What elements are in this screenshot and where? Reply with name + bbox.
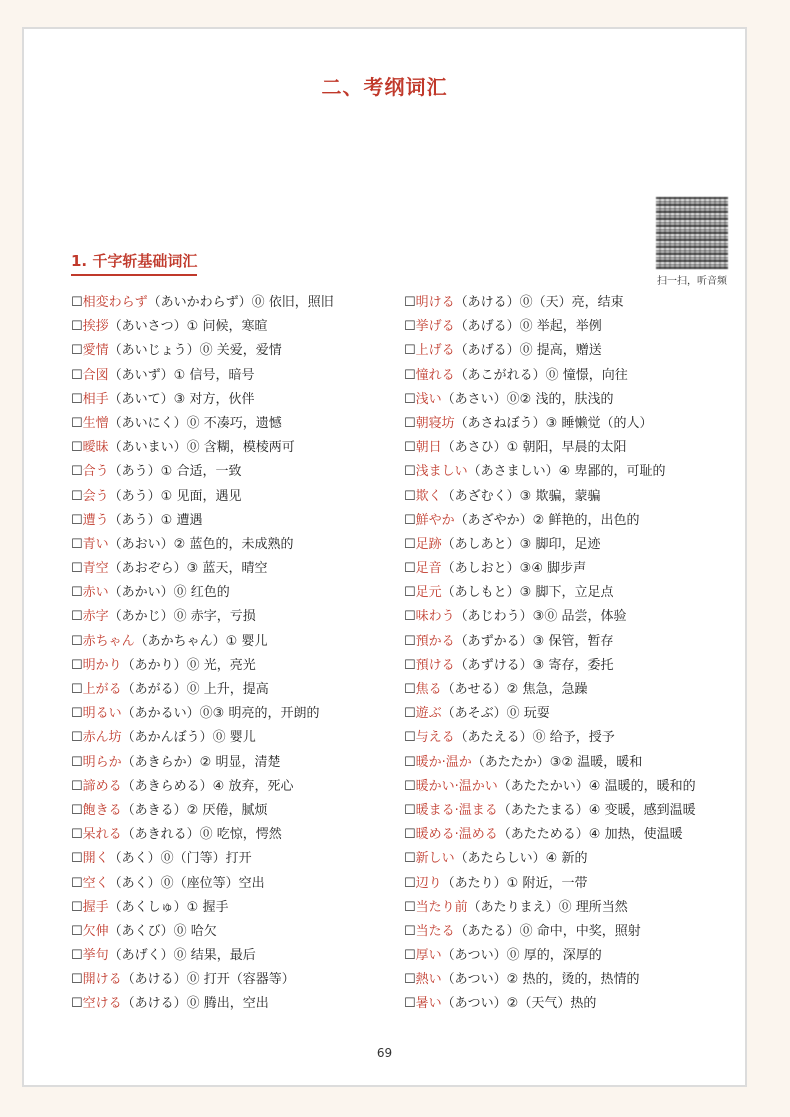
vocab-definition: （あかい）⓪ 红色的	[108, 585, 230, 601]
vocab-definition: （あたたかい）④ 温暖的，暖和的	[497, 778, 696, 794]
checkbox-icon[interactable]: ☐	[404, 682, 416, 697]
vocab-item	[71, 823, 401, 847]
vocab-definition: （あくび）⓪ 哈欠	[108, 923, 217, 939]
vocab-definition: （あげる）⓪ 举起，举例	[454, 319, 602, 335]
vocab-item	[71, 581, 401, 605]
vocab-item	[71, 388, 401, 412]
vocab-definition: （あつい）⓪ 厚的，深厚的	[441, 948, 602, 964]
checkbox-icon[interactable]: ☐	[404, 585, 416, 601]
vocab-definition: （あそぶ）⓪ 玩耍	[441, 706, 550, 722]
vocab-item	[404, 364, 739, 388]
checkbox-icon[interactable]: ☐	[404, 633, 416, 649]
vocab-definition: （あかんぼう）⓪ 婴儿	[121, 730, 256, 746]
checkbox-icon[interactable]: ☐	[404, 561, 416, 577]
vocab-word: 相手	[82, 391, 109, 407]
vocab-item	[404, 291, 739, 315]
checkbox-icon[interactable]: ☐	[404, 948, 416, 964]
checkbox-icon[interactable]: ☐	[71, 343, 83, 359]
checkbox-icon[interactable]: ☐	[404, 923, 416, 939]
vocab-word: 暖かい·温かい	[415, 778, 498, 794]
vocab-word: 諦める	[82, 778, 122, 794]
vocab-word: 挨拶	[82, 319, 109, 335]
checkbox-icon[interactable]: ☐	[71, 972, 83, 988]
vocab-item	[404, 726, 739, 750]
checkbox-icon[interactable]: ☐	[404, 464, 416, 480]
vocab-definition: （あげく）⓪ 结果，最后	[108, 948, 256, 964]
vocab-item	[404, 630, 739, 654]
vocab-definition: （あたためる）④ 加热，使温暖	[497, 827, 683, 843]
vocab-item	[71, 775, 401, 799]
vocab-word: 暑い	[415, 996, 442, 1012]
vocab-definition: （あずかる）③ 保管，暂存	[454, 633, 614, 649]
vocab-item	[404, 920, 739, 944]
vocab-word: 足跡	[415, 536, 442, 552]
vocab-word: 遭う	[82, 512, 109, 528]
vocab-word: 味わう	[415, 609, 455, 625]
vocab-definition: （あきる）② 厌倦，腻烦	[121, 802, 268, 818]
vocab-definition: （あくしゅ）① 握手	[108, 899, 229, 915]
vocab-word: 合図	[82, 367, 109, 383]
vocab-word: 開ける	[82, 972, 122, 988]
vocab-word: 預ける	[415, 657, 455, 673]
vocab-word: 憧れる	[415, 367, 455, 383]
vocab-definition: （あつい）② 热的，烫的，热情的	[441, 972, 640, 988]
vocab-definition: （あいにく）⓪ 不凑巧，遗憾	[108, 415, 282, 431]
vocab-item	[404, 509, 739, 533]
vocab-definition: （あたりまえ）⓪ 理所当然	[467, 899, 628, 915]
vocab-definition: （あせる）② 焦急，急躁	[441, 682, 588, 697]
vocab-word: 厚い	[415, 948, 442, 964]
vocab-column-left	[71, 291, 401, 1017]
page-number: 69	[376, 1046, 393, 1060]
vocab-word: 生憎	[82, 415, 109, 431]
vocab-word: 相変わらず	[82, 295, 148, 310]
checkbox-icon[interactable]: ☐	[404, 512, 416, 528]
checkbox-icon[interactable]: ☐	[71, 802, 83, 818]
vocab-item	[404, 460, 739, 484]
vocab-word: 空く	[82, 875, 109, 891]
vocab-word: 赤字	[82, 609, 109, 625]
section-heading: 1. 千字斩基础词汇	[71, 250, 197, 276]
vocab-item	[404, 412, 739, 436]
vocab-item	[71, 847, 401, 871]
vocab-item	[71, 630, 401, 654]
vocab-word: 浅ましい	[415, 464, 468, 480]
vocab-word: 欺く	[415, 488, 442, 504]
checkbox-icon[interactable]: ☐	[404, 343, 416, 359]
checkbox-icon[interactable]: ☐	[71, 585, 83, 601]
vocab-item	[71, 605, 401, 629]
checkbox-icon[interactable]: ☐	[404, 706, 416, 722]
checkbox-icon[interactable]: ☐	[71, 512, 83, 528]
vocab-definition: （あう）① 见面，遇见	[108, 488, 242, 504]
vocab-column-right	[404, 291, 739, 1017]
checkbox-icon[interactable]: ☐	[404, 609, 416, 625]
vocab-definition: （あける）⓪（天）亮，结束	[454, 295, 624, 310]
vocab-definition: （あさましい）④ 卑鄙的，可耻的	[467, 464, 666, 480]
vocab-definition: （あかじ）⓪ 赤字，亏损	[108, 609, 256, 625]
vocab-item	[404, 678, 739, 702]
vocab-word: 青い	[82, 536, 109, 552]
vocab-definition: （あたり）① 附近，一带	[441, 875, 588, 891]
vocab-item	[404, 533, 739, 557]
checkbox-icon[interactable]: ☐	[71, 391, 83, 407]
checkbox-icon[interactable]: ☐	[71, 415, 83, 431]
checkbox-icon[interactable]: ☐	[71, 996, 83, 1012]
vocab-item	[71, 654, 401, 678]
vocab-definition: （あたる）⓪ 命中，中奖，照射	[454, 923, 641, 939]
checkbox-icon[interactable]: ☐	[404, 875, 416, 891]
vocab-definition: （あいず）① 信号，暗号	[108, 367, 255, 383]
vocab-item	[71, 315, 401, 339]
checkbox-icon[interactable]: ☐	[404, 295, 416, 310]
vocab-word: 赤ん坊	[82, 730, 122, 746]
checkbox-icon[interactable]: ☐	[71, 923, 83, 939]
qr-code-block	[652, 197, 732, 287]
vocab-word: 新しい	[415, 851, 455, 867]
checkbox-icon[interactable]: ☐	[71, 851, 83, 867]
vocab-word: 呆れる	[82, 827, 122, 843]
vocab-word: 会う	[82, 488, 109, 504]
vocab-word: 暖める·温める	[415, 827, 498, 843]
checkbox-icon[interactable]: ☐	[71, 367, 83, 383]
vocab-definition: （あかちゃん）① 婴儿	[134, 633, 268, 649]
vocab-item	[71, 485, 401, 509]
vocab-item	[404, 436, 739, 460]
vocab-item	[71, 364, 401, 388]
vocab-definition: （あいて）③ 对方，伙伴	[108, 391, 255, 407]
vocab-definition: （あこがれる）⓪ 憧憬，向往	[454, 367, 628, 383]
vocab-item	[71, 412, 401, 436]
checkbox-icon[interactable]: ☐	[71, 778, 83, 794]
vocab-definition: （あさねぼう）③ 睡懒觉（的人）	[454, 415, 653, 431]
vocab-item	[71, 339, 401, 363]
vocab-item	[71, 920, 401, 944]
checkbox-icon[interactable]: ☐	[404, 802, 416, 818]
vocab-definition: （あいかわらず）⓪ 依旧，照旧	[147, 295, 334, 310]
checkbox-icon[interactable]: ☐	[71, 730, 83, 746]
vocab-definition: （あさひ）① 朝阳，早晨的太阳	[441, 440, 627, 456]
checkbox-icon[interactable]: ☐	[71, 536, 83, 552]
vocab-definition: （あずける）③ 寄存，委托	[454, 657, 614, 673]
checkbox-icon[interactable]: ☐	[71, 754, 83, 770]
vocab-word: 赤い	[82, 585, 109, 601]
vocab-definition: （あおぞら）③ 蓝天，晴空	[108, 561, 268, 577]
vocab-definition: （あたえる）⓪ 给予，授予	[454, 730, 615, 746]
vocab-item	[404, 702, 739, 726]
vocab-word: 足元	[415, 585, 442, 601]
vocab-definition: （あう）① 合适，一致	[108, 464, 242, 480]
vocab-definition: （あいさつ）① 问候，寒暄	[108, 319, 268, 335]
vocab-word: 辺り	[415, 875, 442, 891]
vocab-item	[71, 291, 401, 315]
vocab-definition: （あざむく）③ 欺骗，蒙骗	[441, 488, 601, 504]
vocab-definition: （あいじょう）⓪ 关爱，爱情	[108, 343, 282, 359]
vocab-item	[71, 678, 401, 702]
checkbox-icon[interactable]: ☐	[71, 319, 83, 335]
checkbox-icon[interactable]: ☐	[404, 996, 416, 1012]
vocab-word: 挙句	[82, 948, 109, 964]
checkbox-icon[interactable]: ☐	[71, 875, 83, 891]
vocab-word: 焦る	[415, 682, 442, 697]
checkbox-icon[interactable]: ☐	[404, 536, 416, 552]
vocab-definition: （あざやか）② 鲜艳的，出色的	[454, 512, 640, 528]
vocab-item	[404, 847, 739, 871]
checkbox-icon[interactable]: ☐	[71, 440, 83, 456]
vocab-word: 欠伸	[82, 923, 109, 939]
vocab-definition: （あしもと）③ 脚下，立足点	[441, 585, 614, 601]
vocab-word: 青空	[82, 561, 109, 577]
vocab-item	[71, 436, 401, 460]
vocab-definition: （あつい）②（天气）热的	[441, 996, 597, 1012]
checkbox-icon[interactable]: ☐	[71, 899, 83, 915]
vocab-word: 当たり前	[415, 899, 468, 915]
vocab-word: 空ける	[82, 996, 122, 1012]
vocab-item	[71, 557, 401, 581]
vocab-word: 曖昧	[82, 440, 109, 456]
vocab-word: 暖まる·温まる	[415, 802, 498, 818]
vocab-definition: （あかるい）⓪③ 明亮的，开朗的	[121, 706, 320, 722]
vocab-word: 愛情	[82, 343, 109, 359]
checkbox-icon[interactable]: ☐	[404, 319, 416, 335]
checkbox-icon[interactable]: ☐	[71, 561, 83, 577]
checkbox-icon[interactable]: ☐	[71, 488, 83, 504]
vocab-item	[71, 799, 401, 823]
vocab-item	[404, 823, 739, 847]
vocab-item	[71, 992, 401, 1016]
vocab-definition: （あきらか）② 明显，清楚	[121, 754, 281, 770]
vocab-definition: （あける）⓪ 腾出，空出	[121, 996, 269, 1012]
vocab-item	[71, 533, 401, 557]
vocab-definition: （あじわう）③⓪ 品尝，体验	[454, 609, 627, 625]
vocab-definition: （あきれる）⓪ 吃惊，愕然	[121, 827, 282, 843]
vocab-definition: （あく）⓪（门等）打开	[108, 851, 252, 867]
vocab-definition: （あたらしい）④ 新的	[454, 851, 588, 867]
vocab-item	[404, 968, 739, 992]
vocab-item	[404, 485, 739, 509]
vocab-definition: （あおい）② 蓝色的，未成熟的	[108, 536, 294, 552]
vocab-word: 飽きる	[82, 802, 122, 818]
vocab-word: 明らか	[82, 754, 122, 770]
vocab-definition: （あげる）⓪ 提高，赠送	[454, 343, 602, 359]
checkbox-icon[interactable]: ☐	[71, 657, 83, 673]
vocab-item	[404, 751, 739, 775]
vocab-item	[71, 751, 401, 775]
vocab-word: 浅い	[415, 391, 442, 407]
vocab-item	[404, 992, 739, 1016]
vocab-word: 暖か·温か	[415, 754, 472, 770]
vocab-definition: （あかり）⓪ 光，亮光	[121, 657, 256, 673]
vocab-definition: （あさい）⓪② 浅的，肤浅的	[441, 391, 614, 407]
checkbox-icon[interactable]: ☐	[404, 851, 416, 867]
checkbox-icon[interactable]: ☐	[71, 948, 83, 964]
vocab-item	[404, 775, 739, 799]
vocab-definition: （あしあと）③ 脚印，足迹	[441, 536, 601, 552]
checkbox-icon[interactable]: ☐	[404, 488, 416, 504]
checkbox-icon[interactable]: ☐	[404, 440, 416, 456]
checkbox-icon[interactable]: ☐	[404, 778, 416, 794]
checkbox-icon[interactable]: ☐	[404, 730, 416, 746]
checkbox-icon[interactable]: ☐	[71, 682, 83, 697]
vocab-item	[71, 509, 401, 533]
vocab-word: 与える	[415, 730, 455, 746]
vocab-word: 上げる	[415, 343, 455, 359]
vocab-word: 挙げる	[415, 319, 455, 335]
vocab-item	[71, 460, 401, 484]
vocab-word: 握手	[82, 899, 109, 915]
vocab-word: 朝寝坊	[415, 415, 455, 431]
checkbox-icon[interactable]: ☐	[404, 657, 416, 673]
vocab-word: 明ける	[415, 295, 455, 310]
checkbox-icon[interactable]: ☐	[71, 827, 83, 843]
vocab-word: 預かる	[415, 633, 455, 649]
vocab-word: 赤ちゃん	[82, 633, 135, 649]
vocab-word: 遊ぶ	[415, 706, 442, 722]
vocab-item	[71, 944, 401, 968]
checkbox-icon[interactable]: ☐	[404, 754, 416, 770]
vocab-item	[404, 896, 739, 920]
checkbox-icon[interactable]: ☐	[71, 633, 83, 649]
vocab-word: 鮮やか	[415, 512, 455, 528]
vocab-item	[71, 872, 401, 896]
vocab-word: 足音	[415, 561, 442, 577]
vocab-word: 当たる	[415, 923, 455, 939]
vocab-definition: （あきらめる）④ 放弃，死心	[121, 778, 294, 794]
vocab-definition: （あたたか）③② 温暖，暖和	[471, 754, 643, 770]
vocab-word: 明るい	[82, 706, 122, 722]
checkbox-icon[interactable]: ☐	[404, 899, 416, 915]
qr-code-image[interactable]	[656, 197, 728, 269]
vocab-item	[404, 944, 739, 968]
vocab-definition: （あがる）⓪ 上升，提高	[121, 682, 269, 697]
checkbox-icon[interactable]: ☐	[404, 827, 416, 843]
vocab-item	[71, 702, 401, 726]
vocab-word: 上がる	[82, 682, 122, 697]
checkbox-icon[interactable]: ☐	[71, 464, 83, 480]
vocab-item	[404, 557, 739, 581]
checkbox-icon[interactable]: ☐	[404, 415, 416, 431]
vocab-word: 開く	[82, 851, 109, 867]
vocab-definition: （あいまい）⓪ 含糊，模棱两可	[108, 440, 295, 456]
vocab-definition: （あしおと）③④ 脚步声	[441, 561, 587, 577]
vocab-item	[404, 799, 739, 823]
qr-caption: 扫一扫，听音频	[657, 276, 727, 287]
checkbox-icon[interactable]: ☐	[404, 972, 416, 988]
vocab-item	[71, 968, 401, 992]
vocab-word: 朝日	[415, 440, 442, 456]
vocab-word: 合う	[82, 464, 109, 480]
page-title: 二、考纲词汇	[321, 75, 448, 99]
vocab-item	[404, 388, 739, 412]
checkbox-icon[interactable]: ☐	[71, 295, 83, 310]
vocab-definition: （あう）① 遭遇	[108, 512, 203, 528]
vocab-word: 明かり	[82, 657, 122, 673]
vocab-word: 熱い	[415, 972, 442, 988]
checkbox-icon[interactable]: ☐	[404, 391, 416, 407]
checkbox-icon[interactable]: ☐	[71, 706, 83, 722]
vocab-item	[71, 896, 401, 920]
vocab-definition: （あける）⓪ 打开（容器等）	[121, 972, 295, 988]
vocab-definition: （あく）⓪（座位等）空出	[108, 875, 265, 891]
vocab-item	[404, 872, 739, 896]
vocab-definition: （あたたまる）④ 变暖，感到温暖	[497, 802, 696, 818]
vocab-item	[71, 726, 401, 750]
vocab-item	[404, 339, 739, 363]
checkbox-icon[interactable]: ☐	[71, 609, 83, 625]
vocab-item	[404, 581, 739, 605]
checkbox-icon[interactable]: ☐	[404, 367, 416, 383]
vocab-item	[404, 315, 739, 339]
vocab-item	[404, 654, 739, 678]
document-page	[22, 27, 747, 1087]
vocab-item	[404, 605, 739, 629]
